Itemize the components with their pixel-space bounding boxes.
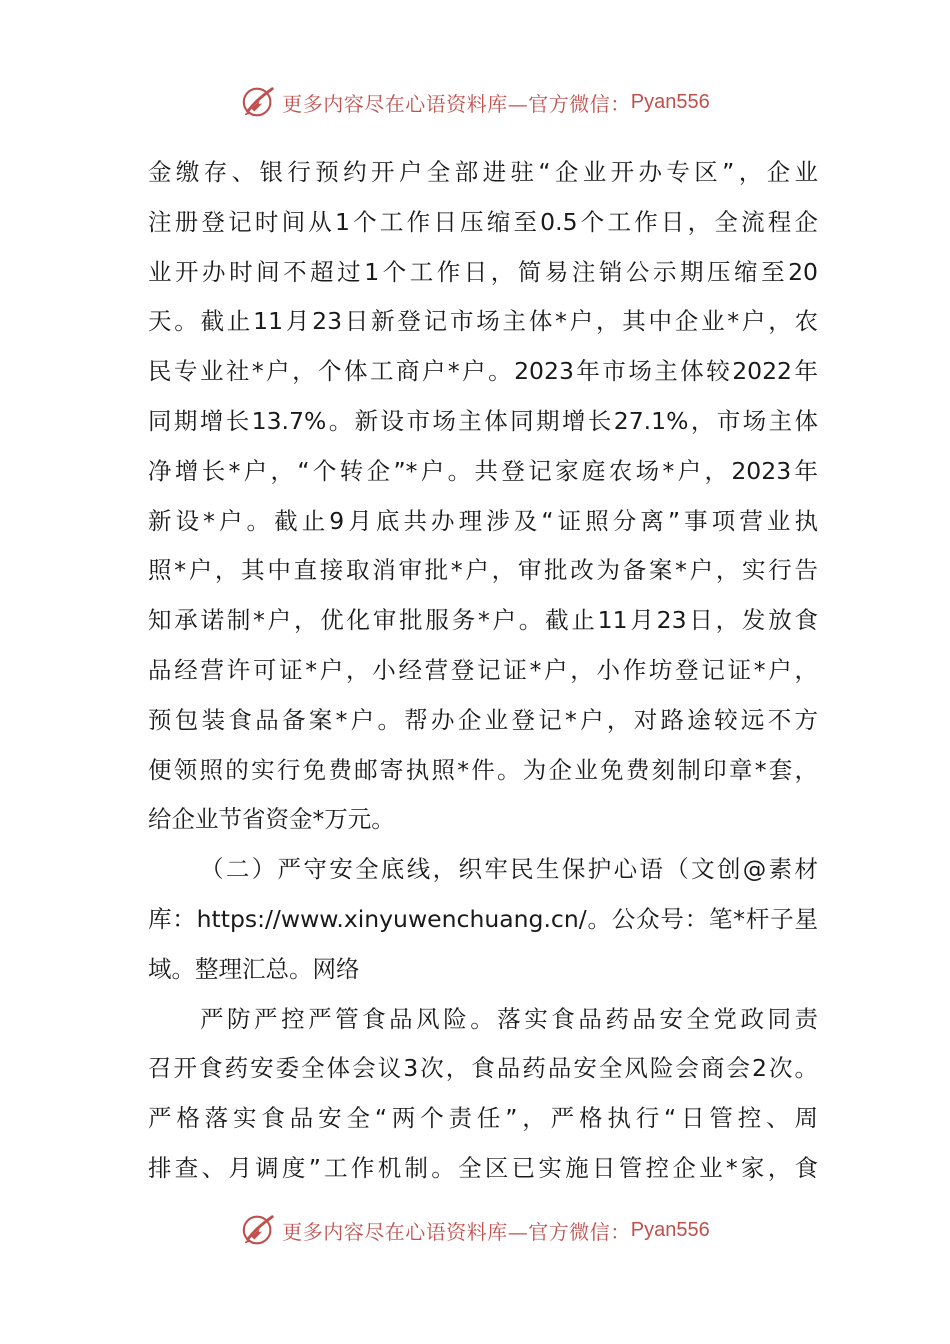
body-line: 库：https://www.xinyuwenchuang.cn/。公众号：笔*杆子星 xyxy=(148,904,818,933)
body-line: 召开食药安委全体会议3次，食品药品安全风险会商会2次。 xyxy=(148,1054,818,1083)
body-line: 知承诺制*户，优化审批服务*户。截止11月23日，发放食 xyxy=(148,606,818,635)
pen-nib-logo-icon xyxy=(240,83,278,121)
body-line: 同期增长13.7%。新设市场主体同期增长27.1%，市场主体 xyxy=(148,406,818,435)
footer-banner xyxy=(0,1210,950,1250)
body-line: 注册登记时间从1个工作日压缩至0.5个工作日，全流程企 xyxy=(148,207,818,236)
body-line: 天。截止11月23日新登记市场主体*户，其中企业*户，农 xyxy=(148,307,818,336)
footer-banner-text: 更多内容尽在心语资料库—官方微信： xyxy=(282,1219,631,1244)
document-body xyxy=(148,148,818,1194)
body-line: 照*户，其中直接取消审批*户，审批改为备案*户，实行告 xyxy=(148,556,818,585)
header-banner xyxy=(0,82,950,122)
body-line: 便领照的实行免费邮寄执照*件。为企业免费刻制印章*套， xyxy=(148,755,818,784)
header-banner-text: 更多内容尽在心语资料库—官方微信： xyxy=(282,91,631,116)
body-line: 给企业节省资金*万元。 xyxy=(148,805,395,834)
body-line: 品经营许可证*户，小经营登记证*户，小作坊登记证*户， xyxy=(148,655,818,684)
body-line: 业开办时间不超过1个工作日，简易注销公示期压缩至20 xyxy=(148,257,818,286)
body-line: 净增长*户，“个转企”*户。共登记家庭农场*户，2023年 xyxy=(148,456,818,485)
pen-nib-logo-icon xyxy=(240,1211,278,1249)
body-line: 金缴存、银行预约开户全部进驻“企业开办专区”，企业 xyxy=(148,158,818,186)
body-line: 排查、月调度”工作机制。全区已实施日管控企业*家，食 xyxy=(148,1153,818,1182)
paragraph-start-line: 严防严控严管食品风险。落实食品药品安全党政同责 xyxy=(200,1004,818,1033)
body-line: 民专业社*户，个体工商户*户。2023年市场主体较2022年 xyxy=(148,357,818,386)
header-banner-wechat-id: Pyan556 xyxy=(630,90,710,113)
body-line: 预包装食品备案*户。帮办企业登记*户，对路途较远不方 xyxy=(148,705,818,734)
section-heading-line: （二）严守安全底线，织牢民生保护心语（文创@素材 xyxy=(200,855,818,884)
body-line: 严格落实食品安全“两个责任”，严格执行“日管控、周 xyxy=(148,1104,818,1133)
footer-banner-wechat-id: Pyan556 xyxy=(630,1218,710,1241)
body-line: 域。整理汇总。网络 xyxy=(148,954,360,983)
body-line: 新设*户。截止9月底共办理涉及“证照分离”事项营业执 xyxy=(148,506,818,535)
